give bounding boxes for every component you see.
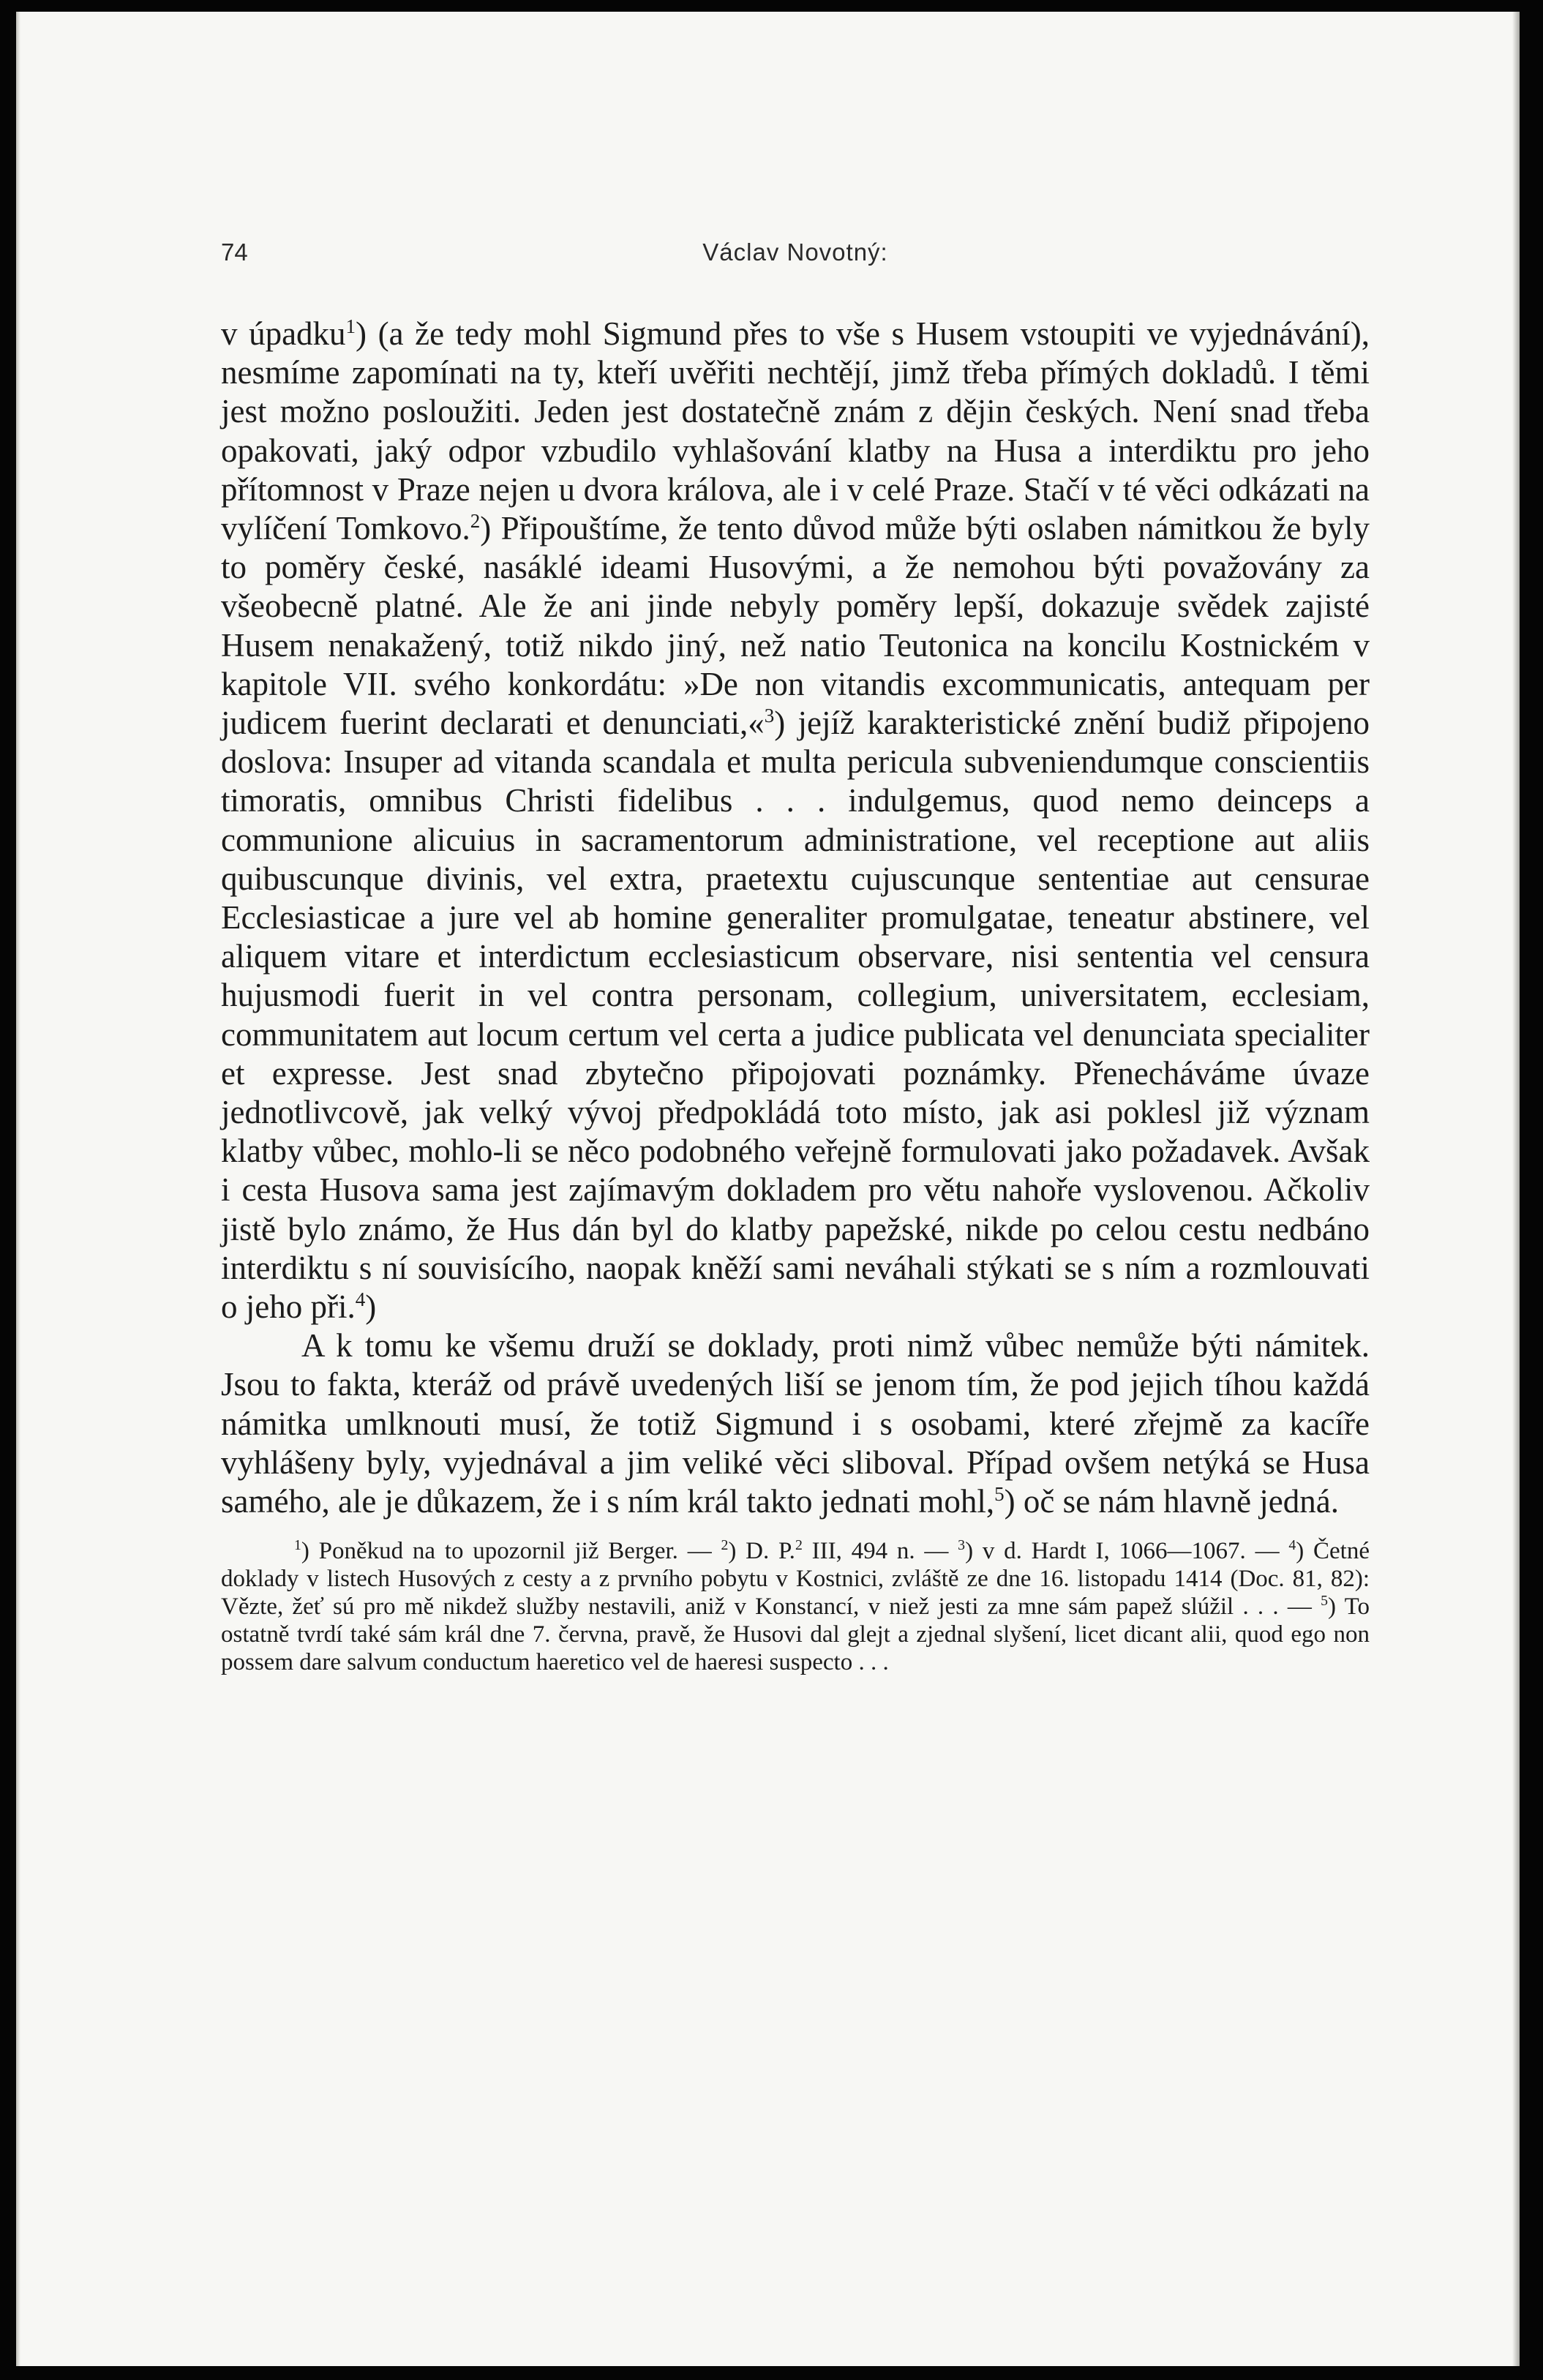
footnote-marker: 1 (294, 1537, 301, 1554)
text-run: ) To ostatně tvrdí také sám král dne 7. června, pravě, že Husovi dal glejt a zjednal slyšení, licet dicant alii, quod ego non possem dare salvum conductum haeretico vel de haeresi suspecto . . . (221, 1593, 1370, 1676)
scan-edge-right (1512, 12, 1520, 2366)
text-run: ) oč se nám hlavně jedná. (1004, 1483, 1339, 1520)
paragraph (221, 315, 1370, 1326)
footnote-marker: 5 (1321, 1593, 1329, 1610)
footnote-marker: 4 (355, 1288, 366, 1311)
footnote-marker: 1 (345, 315, 356, 337)
text-run: ) jejíž karakteristické znění budiž připojeno doslova: Insuper ad vitanda scandala et multa pericula subveniendumque conscientiis timoratis, omnibus Christi fidelibus . . . indulgemus, quod nemo deinceps a communione alicuius in sacramentorum administratione, vel receptione aut aliis quibuscunque divinis, vel extra, praetextu cujuscunque sententiae aut censurae Ecclesiasticae a jure vel ab homine generaliter promulgatae, teneatur abstinere, vel aliquem vitare et interdictum ecclesiasticum observare, nisi sententia vel censura hujusmodi fuerit in vel contra personam, collegium, universitatem, ecclesiam, communitatem aut locum certum vel certa a judice publicata vel denunciata specialiter et expresse. Jest snad zbytečno připojovati poznámky. Přenecháváme úvaze jednotlivcově, jak velký vývoj předpokládá toto místo, jak asi poklesl již význam klatby vůbec, mohlo-li se něco podobného veřejně formulovati jako požadavek. Avšak i cesta Husova sama jest zajímavým dokladem pro větu nahoře vyslovenou. Ačkoliv jistě bylo známo, že Hus dán byl do klatby papežské, nikde po celou cestu nedbáno interdiktu s ní souvisícího, naopak kněží sami neváhali stýkati se s ním a rozmlouvati o jeho při. (221, 705, 1370, 1326)
footnote-marker: 3 (764, 705, 775, 727)
text-run: A k tomu ke všemu druží se doklady, proti nimž vůbec nemůže býti námitek. Jsou to fakta, kteráž od právě uvedených liší se jenom tím, že pod jejich tíhou každá námitka umlknouti musí, že totiž Sigmund i s osobami, které zřejmě za kacíře vyhlášeny byly, vyjednával a jim veliké věci sliboval. Případ ovšem netýká se Husa samého, ale je důkazem, že i s ním král takto jednati mohl, (221, 1327, 1370, 1520)
text-run: ) (365, 1288, 377, 1326)
text-run: ) Poněkud na to upozornil již Berger. — (301, 1538, 721, 1565)
footnote-marker: 2 (721, 1537, 729, 1554)
body-text (221, 315, 1370, 1521)
footnote-marker: 2 (470, 510, 481, 533)
scan-edge-left (16, 12, 20, 2366)
footnote-marker: 4 (1288, 1537, 1296, 1554)
text-run: III, 494 n. — (802, 1538, 958, 1565)
page-number: 74 (221, 239, 248, 266)
text-run: ) Připouštíme, že tento důvod může býti oslaben námitkou že byly to poměry české, nasáklé ideami Husovými, a že nemohou býti považovány za všeobecně platné. Ale že ani jinde nebyly poměry lepší, dokazuje svědek zajisté Husem nenakažený, totiž nikdo jiný, než natio Teutonica na koncilu Kostnickém v kapitole VII. svého konkordátu: »De non vitandis excommunicatis, antequam per judicem fuerint declarati et denunciati,« (221, 510, 1370, 742)
text-run: ) v d. Hardt I, 1066—1067. — (965, 1538, 1289, 1565)
footnote-marker: 2 (795, 1537, 803, 1554)
footnotes (221, 1537, 1370, 1676)
text-run: ) (a že tedy mohl Sigmund přes to vše s Husem vstoupiti ve vyjednávání), nesmíme zapomínati na ty, kteří uvěřiti nechtějí, jimž třeba přímých dokladů. I těmi jest možno posloužiti. Jeden jest dostatečně znám z dějin českých. Není snad třeba opakovati, jaký odpor vzbudilo vyhlašování klatby na Husa a interdiktu pro jeho přítomnost v Praze nejen u dvora králova, ale i v celé Praze. Stačí v té věci odkázati na vylíčení Tomkovo. (221, 315, 1370, 547)
text-run: ) Četné doklady v listech Husových z cesty a z prvního pobytu v Kostnici, zvláště ze dne 16. listopadu 1414 (Doc. 81, 82): Vězte, žeť sú pro mě nikdež služby nestavili, aniž v Konstancí, v niež jesti za mne sám papež slúžil . . . — (221, 1538, 1370, 1621)
running-head: Václav Novotný: (702, 239, 888, 266)
text-run: ) D. P. (728, 1538, 795, 1565)
text-run: v úpadku (221, 315, 346, 352)
footnote-marker: 5 (994, 1483, 1005, 1506)
footnote-marker: 3 (958, 1537, 966, 1554)
book-page (16, 12, 1520, 2366)
text-block (221, 222, 1370, 1676)
page-header (221, 222, 1370, 288)
paragraph (221, 1326, 1370, 1521)
